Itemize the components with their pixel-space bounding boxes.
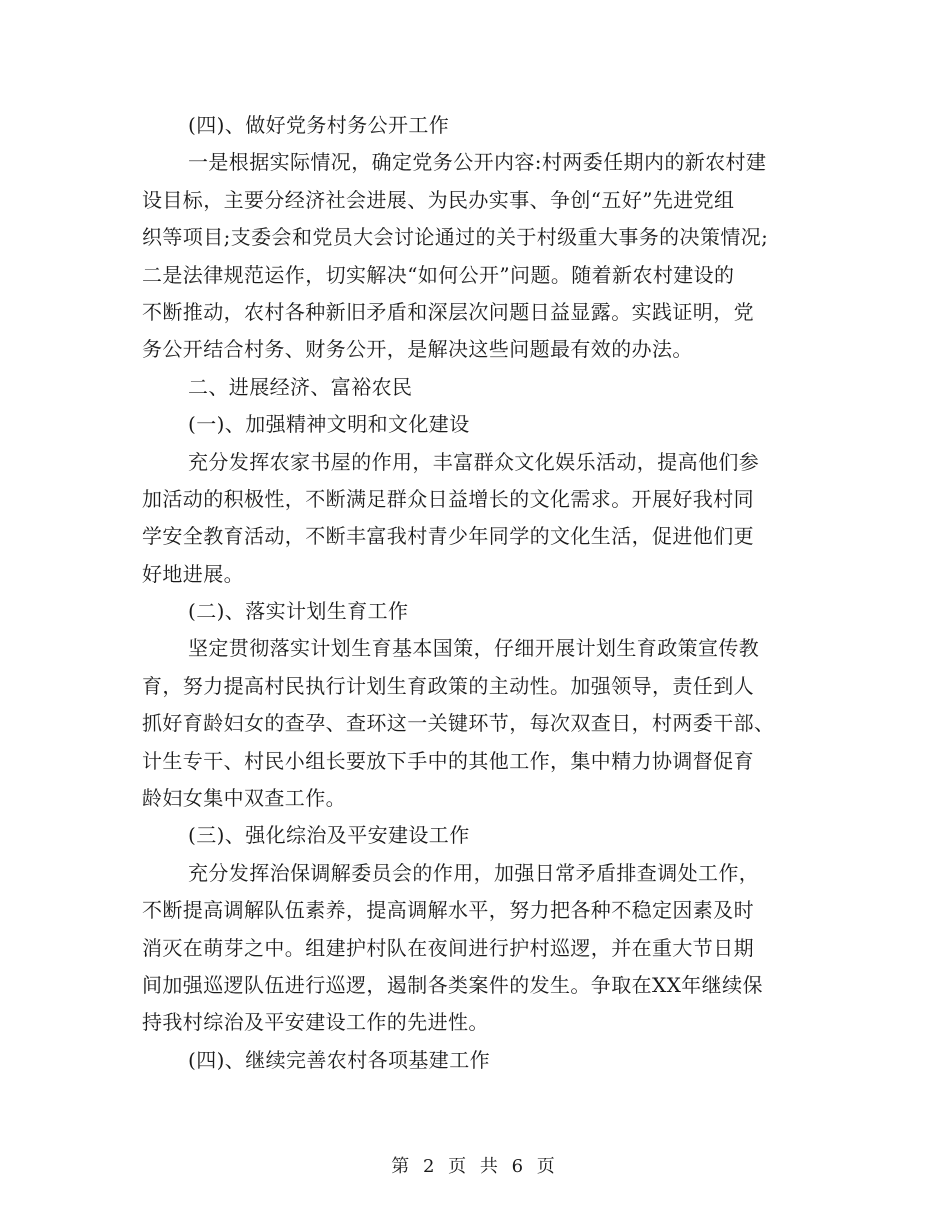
- text-line: 二、进展经济、富裕农民: [188, 374, 413, 399]
- text-line: 加活动的积极性，不断满足群众日益增长的文化需求。开展好我村同: [142, 486, 754, 511]
- text-line: (二)、落实计划生育工作: [188, 599, 409, 624]
- text-line: 龄妇女集中双查工作。: [142, 786, 346, 811]
- text-line: (一)、加强精神文明和文化建设: [188, 412, 470, 437]
- text-line: 充分发挥治保调解委员会的作用，加强日常矛盾排查调处工作，: [188, 860, 760, 885]
- text-line: 设目标，主要分经济社会进展、为民办实事、争创“五好”先进党组: [142, 187, 735, 212]
- text-line: 务公开结合村务、财务公开，是解决这些问题最有效的办法。: [142, 337, 693, 362]
- text-line: (三)、强化综治及平安建设工作: [188, 823, 470, 848]
- text-line: (四)、继续完善农村各项基建工作: [188, 1047, 491, 1072]
- text-line: 二是法律规范运作，切实解决“如何公开”问题。随着新农村建设的: [142, 262, 735, 287]
- page-footer: 第 2 页 共 6 页: [391, 1156, 559, 1177]
- text-line: 不断推动，农村各种新旧矛盾和深层次问题日益显露。实践证明，党: [142, 299, 754, 324]
- text-line: 育，努力提高村民执行计划生育政策的主动性。加强领导，责任到人: [142, 673, 754, 698]
- text-line: 好地进展。: [142, 561, 244, 586]
- text-line: 织等项目;支委会和党员大会讨论通过的关于村级重大事务的决策情况;: [142, 225, 769, 250]
- document-body: [142, 107, 804, 1079]
- text-line: 持我村综治及平安建设工作的先进性。: [142, 1010, 489, 1035]
- text-line: 充分发挥农家书屋的作用，丰富群众文化娱乐活动，提高他们参: [188, 449, 760, 474]
- text-line: 不断提高调解队伍素养，提高调解水平，努力把各种不稳定因素及时: [142, 898, 754, 923]
- text-line: 间加强巡逻队伍进行巡逻，遏制各类案件的发生。争取在XX年继续保: [142, 972, 763, 997]
- text-line: (四)、做好党务村务公开工作: [188, 113, 450, 137]
- text-line: 计生专干、村民小组长要放下手中的其他工作，集中精力协调督促育: [142, 748, 754, 773]
- text-line: 学安全教育活动，不断丰富我村青少年同学的文化生活，促进他们更: [142, 524, 754, 549]
- text-line: 坚定贯彻落实计划生育基本国策，仔细开展计划生育政策宣传教: [188, 636, 760, 661]
- text-line: 一是根据实际情况，确定党务公开内容:村两委任期内的新农村建: [188, 150, 767, 175]
- text-line: 抓好育龄妇女的查孕、查环这一关键环节，每次双查日，村两委干部、: [142, 711, 775, 736]
- text-line: 消灭在萌芽之中。组建护村队在夜间进行护村巡逻，并在重大节日期: [142, 935, 754, 960]
